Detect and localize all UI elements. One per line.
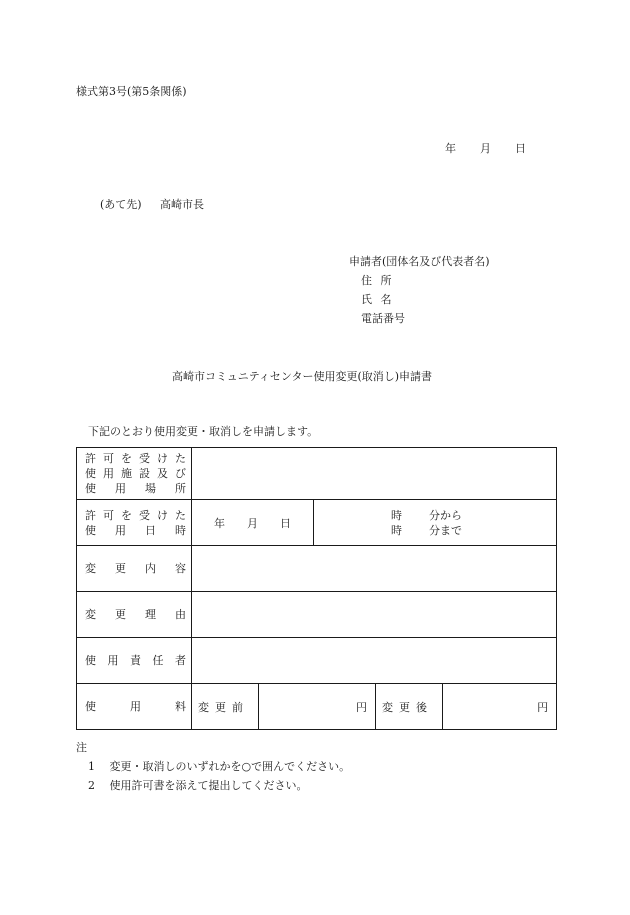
facility-row (77, 448, 557, 500)
responsible-value[interactable] (192, 638, 557, 684)
facility-label: 許可を受けた 使用施設及び 使用場所 (77, 448, 192, 500)
minute-to: 分まで (429, 523, 462, 537)
fee-row (77, 684, 557, 730)
notes-heading: 注 (76, 741, 87, 754)
change-reason-value[interactable] (192, 592, 557, 638)
table-year: 年 (214, 516, 225, 530)
note-text-1: 変更・取消しのいずれかを○で囲んでください。 (109, 760, 351, 773)
applicant-phone-label: 電話番号 (361, 312, 405, 325)
form-number: 様式第3号(第5条関係) (76, 85, 187, 98)
date-value[interactable] (192, 500, 314, 546)
change-reason-row (77, 592, 557, 638)
applicant-heading: 申請者(団体名及び代表者名) (349, 255, 490, 268)
time-from (391, 508, 556, 523)
responsible-row (77, 638, 557, 684)
notes (76, 738, 350, 795)
time-value[interactable] (314, 500, 557, 546)
fee-after-unit: 円 (537, 700, 549, 714)
note-item-2 (76, 776, 350, 795)
intro-text: 下記のとおり使用変更・取消しを申請します。 (88, 425, 319, 438)
table-month: 月 (247, 516, 258, 530)
date-day: 日 (515, 142, 526, 155)
applicant-name-label: 氏 名 (361, 293, 392, 306)
addressee-name: 高崎市長 (160, 198, 204, 211)
table-day: 日 (280, 516, 291, 530)
date-year: 年 (445, 142, 456, 155)
facility-value[interactable] (192, 448, 557, 500)
application-table (76, 447, 557, 730)
time-to (391, 523, 556, 538)
fee-before-label: 変更前 (192, 684, 259, 730)
hour-to: 時 (391, 523, 402, 537)
fee-before-value[interactable] (259, 684, 376, 730)
page-title: 高崎市コミュニティセンター使用変更(取消し)申請書 (172, 370, 433, 383)
fee-label: 使用料 (77, 684, 192, 730)
fee-before-unit: 円 (356, 700, 367, 714)
change-content-row (77, 546, 557, 592)
change-reason-label: 変更理由 (77, 592, 192, 638)
addressee-prefix: (あて先) (100, 198, 142, 211)
minute-from: 分から (429, 508, 462, 522)
note-num-1: 1 (88, 760, 95, 773)
date-month: 月 (480, 142, 491, 155)
change-content-value[interactable] (192, 546, 557, 592)
datetime-label: 許可を受けた 使用日時 (77, 500, 192, 546)
change-content-label: 変更内容 (77, 546, 192, 592)
hour-from: 時 (391, 508, 402, 522)
fee-after-value[interactable] (443, 684, 557, 730)
applicant-address-label: 住 所 (361, 274, 392, 287)
datetime-row (77, 500, 557, 546)
responsible-label: 使用責任者 (77, 638, 192, 684)
note-num-2: 2 (88, 779, 95, 792)
fee-after-label: 変更後 (376, 684, 443, 730)
note-item-1 (76, 757, 350, 776)
note-text-2: 使用許可書を添えて提出してください。 (109, 779, 308, 792)
